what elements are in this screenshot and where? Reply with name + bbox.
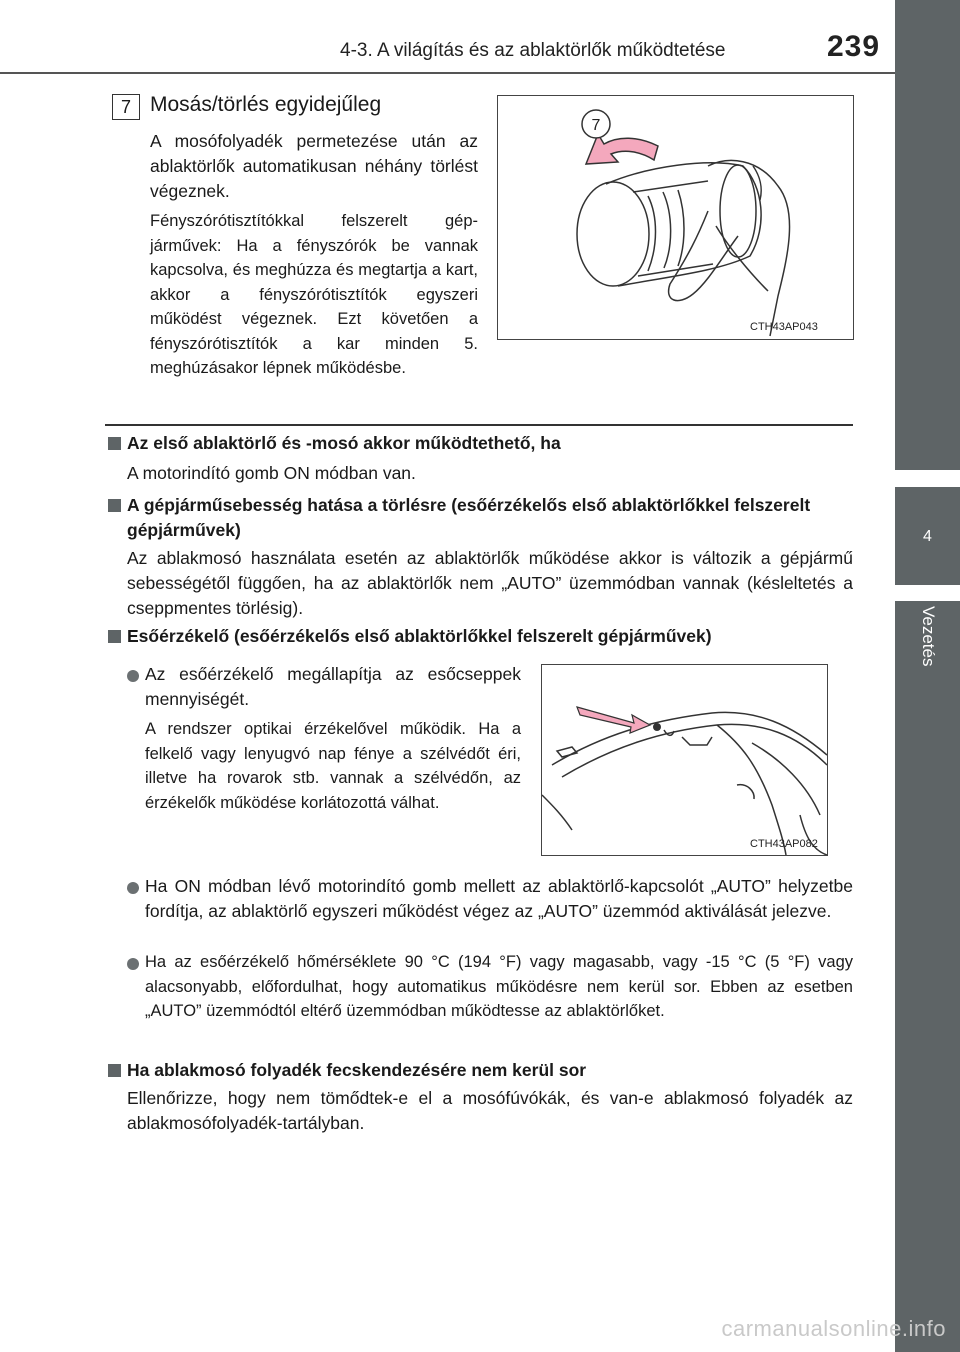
figure-code: CTH43AP043 xyxy=(750,321,818,333)
heading-rain-sensor: Esőérzékelő (esőérzékelős első ablaktörlőkkel felszerelt gépjárművek) xyxy=(127,626,712,646)
figure-rain-sensor xyxy=(541,664,828,856)
side-tab-top xyxy=(895,0,960,470)
heading-marker xyxy=(108,1064,121,1077)
chapter-number: 4 xyxy=(923,528,932,545)
bullet-temperature: Ha az esőérzékelő hőmérséklete 90 °C (194 °F) vagy magasabb, vagy -15 °C (5 °F) vagy alacsonyabb, előfordulhat, hogy automatikus működésre nem kerül sor. Ebben az esetben „AUTO” üzemmódtól eltérő üzemmódban működtesse az ablaktörlőket. xyxy=(145,953,853,1020)
body-wiper-operable: A motorindító gomb ON módban van. xyxy=(127,463,416,483)
heading-marker xyxy=(108,630,121,643)
watermark: carmanualsonline.info xyxy=(721,1316,946,1341)
callout-number: 7 xyxy=(591,117,601,134)
body-speed-effect: Az ablakmosó használata esetén az ablaktörlők működése akkor is változik a gépjármű sebességétől függően, ha az ablaktörlők nem „AUTO” üzemmódban vannak (késleltetés a cseppmentes törlésig). xyxy=(127,548,853,618)
figure-wiper-lever xyxy=(497,95,854,340)
step-paragraph-2: Fényszórótisztítókkal felszerelt gépjárművek: Ha a fényszórók be vannak kapcsolva, és meghúzza és megtartja a kart, akkor a fényszórótisztítók egyszeri működést végeznek. Ezt követően a fényszórótisztítók a kar minden 5. meghúzásakor lépnek működésbe. xyxy=(150,212,478,377)
bullet-dot xyxy=(127,958,139,970)
figure-code: CTH43AP082 xyxy=(750,838,818,850)
body-no-washer-fluid: Ellenőrizze, hogy nem tömődtek-e el a mosófúvókák, és van-e ablakmosó folyadék az ablakmosófolyadék-tartályban. xyxy=(127,1088,853,1133)
side-tab-bottom xyxy=(895,601,960,1352)
bullet-auto-mode: Ha ON módban lévő motorindító gomb mellett az ablaktörlő-kapcsolót „AUTO” helyzetbe fordítja, az ablaktörlő egyszeri működést végez az „AUTO” üzemmód aktiválását jelezve. xyxy=(145,876,853,921)
chapter-label: Vezetés xyxy=(918,606,938,667)
page-number: 239 xyxy=(827,30,881,63)
bullet-rain-amount: Az esőérzékelő megállapítja az esőcseppek mennyiségét. xyxy=(145,664,521,709)
section-divider xyxy=(105,424,853,426)
heading-speed-effect: A gépjárműsebesség hatása a törlésre (esőérzékelős első ablaktörlőkkel felszerelt gépjárművek) xyxy=(127,495,811,540)
step-title: Mosás/törlés egyidejűleg xyxy=(150,93,382,116)
bullet-dot xyxy=(127,882,139,894)
step-number-box: 7 xyxy=(112,94,140,120)
sensor-arrow-icon xyxy=(577,707,650,733)
wiper-lever-illustration xyxy=(498,96,853,339)
bullet-rain-optical: A rendszer optikai érzékelővel működik. Ha a felkelő vagy lenyugvó nap fénye a szélvédőt éri, illetve ha rovarok stb. vannak a szélvédőn, az érzékelők működése korlátozottá válhat. xyxy=(145,720,521,812)
heading-marker xyxy=(108,437,121,450)
sensor-icon xyxy=(653,723,661,731)
bullet-dot xyxy=(127,670,139,682)
section-title: 4-3. A világítás és az ablaktörlők működtetése xyxy=(340,40,726,61)
header-rule xyxy=(0,72,895,74)
step-paragraph-1: A mosófolyadék permetezése után az ablaktörlők automatikusan néhány törlést végeznek. xyxy=(150,131,478,201)
windshield-illustration xyxy=(542,665,827,855)
heading-wiper-operable: Az első ablaktörlő és -mosó akkor működtethető, ha xyxy=(127,433,561,453)
heading-marker xyxy=(108,499,121,512)
heading-no-washer-fluid: Ha ablakmosó folyadék fecskendezésére nem kerül sor xyxy=(127,1060,587,1080)
